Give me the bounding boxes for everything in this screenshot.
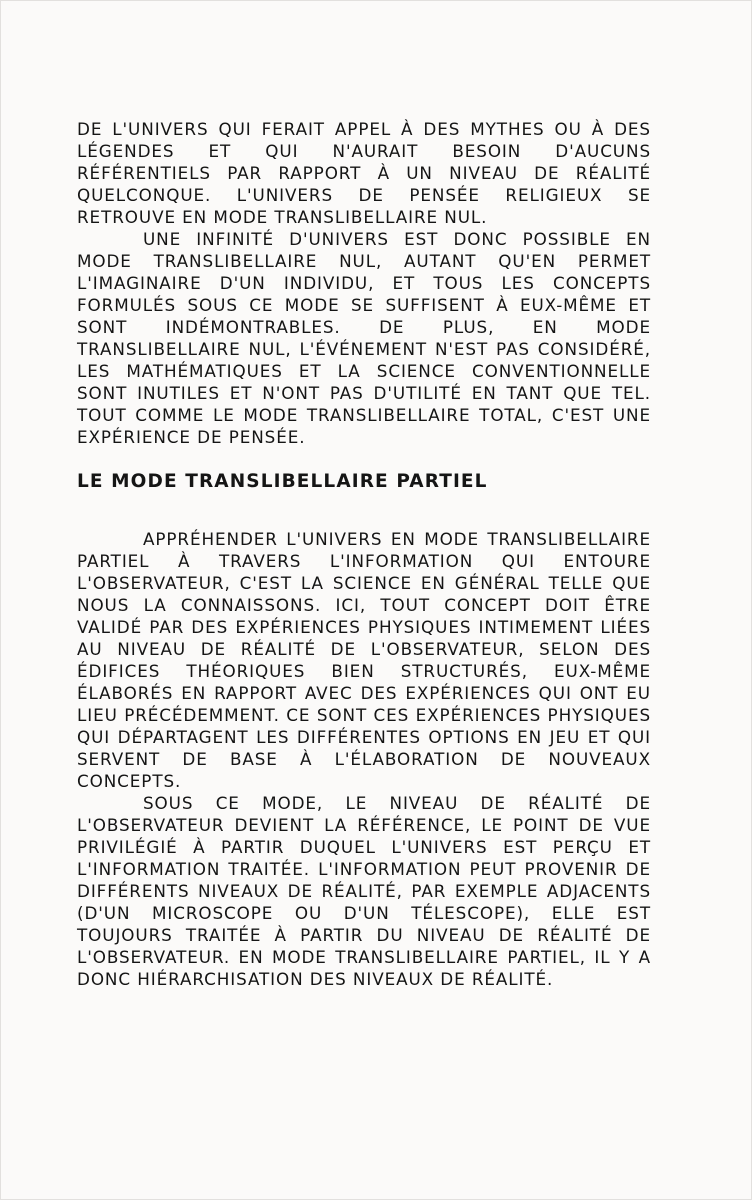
paragraph-continued: DE L'UNIVERS QUI FERAIT APPEL À DES MYTHES OU À DES LÉGENDES ET QUI N'AURAIT BESOIN D'AUCUNS RÉFÉRENTIELS PAR RAPPORT À UN NIVEAU DE RÉALITÉ QUELCONQUE. L'UNIVERS DE PENSÉE RELIGIEUX SE RETROUVE EN MODE TRANSLIBELLAIRE NUL. xyxy=(77,119,651,227)
paragraph-infinite-universes: UNE INFINITÉ D'UNIVERS EST DONC POSSIBLE EN MODE TRANSLIBELLAIRE NUL, AUTANT QU'EN PERMET L'IMAGINAIRE D'UN INDIVIDU, ET TOUS LES CONCEPTS FORMULÉS SOUS CE MODE SE SUFFISENT À EUX-MÊME ET SONT INDÉMONTRABLES. DE PLUS, EN MODE TRANSLIBELLAIRE NUL, L'ÉVÉNEMENT N'EST PAS CONSIDÉRÉ, LES MATHÉMATIQUES ET LA SCIENCE CONVENTIONNELLE SONT INUTILES ET N'ONT PAS D'UTILITÉ EN TANT QUE TEL. TOUT COMME LE MODE TRANSLIBELLAIRE TOTAL, C'EST UNE EXPÉRIENCE DE PENSÉE. xyxy=(77,229,651,447)
section-heading: LE MODE TRANSLIBELLAIRE PARTIEL xyxy=(77,471,488,492)
paragraph-partial-mode: APPRÉHENDER L'UNIVERS EN MODE TRANSLIBELLAIRE PARTIEL À TRAVERS L'INFORMATION QUI ENTOURE L'OBSERVATEUR, C'EST LA SCIENCE EN GÉNÉRAL TELLE QUE NOUS LA CONNAISSONS. ICI, TOUT CONCEPT DOIT ÊTRE VALIDÉ PAR DES EXPÉRIENCES PHYSIQUES INTIMEMENT LIÉES AU NIVEAU DE RÉALITÉ DE L'OBSERVATEUR, SELON DES ÉDIFICES THÉORIQUES BIEN STRUCTURÉS, EUX-MÊME ÉLABORÉS EN RAPPORT AVEC DES EXPÉRIENCES QUI ONT EU LIEU PRÉCÉDEMMENT. CE SONT CES EXPÉRIENCES PHYSIQUES QUI DÉPARTAGENT LES DIFFÉRENTES OPTIONS EN JEU ET QUI SERVENT DE BASE À L'ÉLABORATION DE NOUVEAUX CONCEPTS. xyxy=(77,529,651,791)
page-text-block xyxy=(77,118,651,990)
paragraph-observer-reference: SOUS CE MODE, LE NIVEAU DE RÉALITÉ DE L'OBSERVATEUR DEVIENT LA RÉFÉRENCE, LE POINT DE VUE PRIVILÉGIÉ À PARTIR DUQUEL L'UNIVERS EST PERÇU ET L'INFORMATION TRAITÉE. L'INFORMATION PEUT PROVENIR DE DIFFÉRENTS NIVEAUX DE RÉALITÉ, PAR EXEMPLE ADJACENTS (D'UN MICROSCOPE OU D'UN TÉLESCOPE), ELLE EST TOUJOURS TRAITÉE À PARTIR DU NIVEAU DE RÉALITÉ DE L'OBSERVATEUR. EN MODE TRANSLIBELLAIRE PARTIEL, IL Y A DONC HIÉRARCHISATION DES NIVEAUX DE RÉALITÉ. xyxy=(77,793,651,989)
